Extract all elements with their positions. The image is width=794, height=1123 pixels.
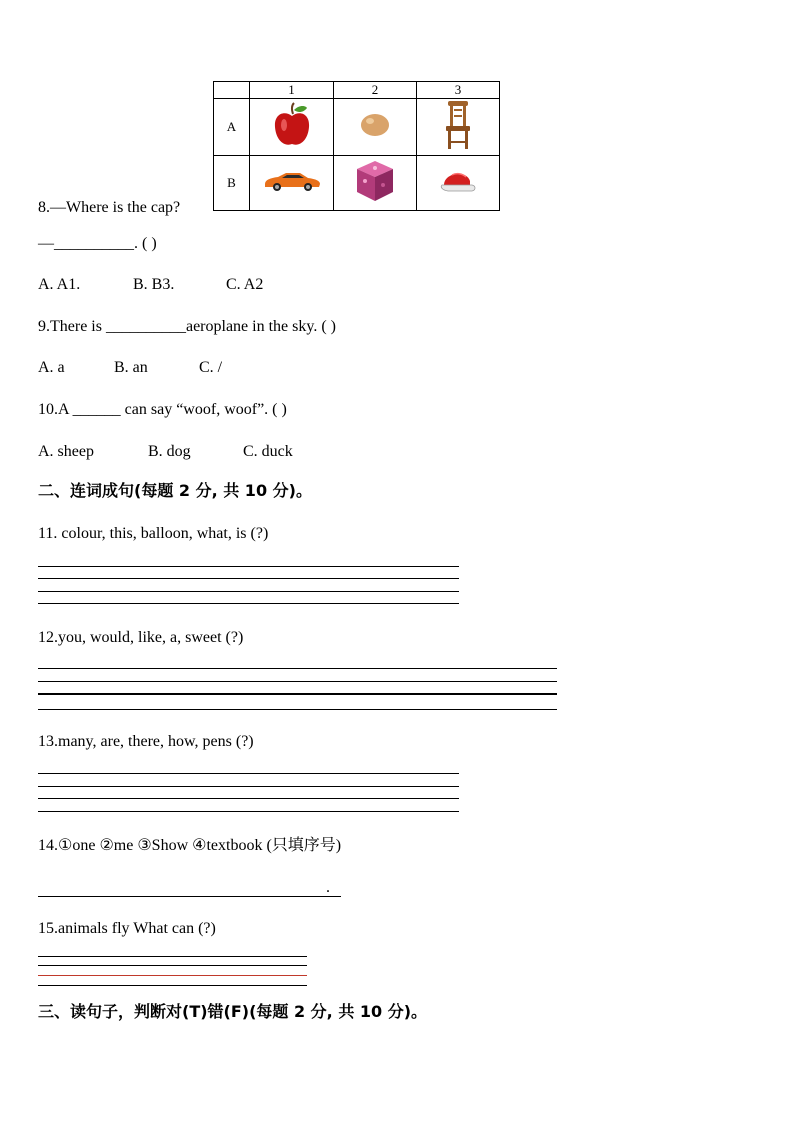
chair-icon bbox=[443, 99, 473, 151]
writing-line bbox=[38, 798, 459, 799]
q8-option-c: C. A2 bbox=[226, 276, 264, 293]
grid-cell-apple bbox=[250, 99, 334, 156]
grid-col-header: 2 bbox=[334, 82, 417, 99]
answer-line bbox=[38, 896, 341, 897]
cap-icon bbox=[438, 167, 478, 195]
apple-icon bbox=[272, 102, 312, 148]
writing-line bbox=[38, 578, 459, 579]
q10-stem: 10.A ______ can say “woof, woof”. ( ) bbox=[38, 401, 287, 418]
grid-row-label: A bbox=[214, 99, 250, 156]
q8-option-a: A. A1. bbox=[38, 276, 81, 293]
q9-stem: 9.There is __________aeroplane in the sky. ( ) bbox=[38, 318, 336, 335]
writing-line bbox=[38, 709, 557, 710]
q8-answer-blank: —__________. ( ) bbox=[38, 235, 157, 252]
q10-option-a: A. sheep bbox=[38, 443, 94, 460]
section-2-title: 二、连词成句(每题 2 分, 共 10 分)。 bbox=[38, 481, 312, 500]
q12-stem: 12.you, would, like, a, sweet (?) bbox=[38, 629, 244, 646]
writing-line bbox=[38, 591, 459, 592]
grid-row-label: B bbox=[214, 156, 250, 211]
writing-line bbox=[38, 811, 459, 812]
writing-line bbox=[38, 681, 557, 682]
writing-line bbox=[38, 773, 459, 774]
grid-cell-cap bbox=[417, 156, 500, 211]
section-3-title: 三、读句子，判断对(T)错(F)(每题 2 分, 共 10 分)。 bbox=[38, 1002, 428, 1021]
writing-line bbox=[38, 956, 307, 957]
box-icon bbox=[355, 159, 395, 203]
grid-cell-car bbox=[250, 156, 334, 211]
writing-line bbox=[38, 693, 557, 695]
q9-option-c: C. / bbox=[199, 359, 223, 376]
q14-end-mark: . bbox=[326, 879, 330, 896]
writing-line bbox=[38, 786, 459, 787]
grid-cell-box bbox=[334, 156, 417, 211]
grid-cell-egg bbox=[334, 99, 417, 156]
q8-stem: 8.—Where is the cap? bbox=[38, 199, 181, 216]
grid-cell-chair bbox=[417, 99, 500, 156]
q14-stem: 14.①one ②me ③Show ④textbook (只填序号) bbox=[38, 837, 342, 854]
egg-icon bbox=[358, 111, 392, 139]
q11-stem: 11. colour, this, balloon, what, is (?) bbox=[38, 525, 269, 542]
grid-corner bbox=[214, 82, 250, 99]
writing-line bbox=[38, 566, 459, 567]
writing-line bbox=[38, 965, 307, 966]
writing-line-red bbox=[38, 975, 307, 976]
q10-option-c: C. duck bbox=[243, 443, 293, 460]
writing-line bbox=[38, 985, 307, 986]
q13-stem: 13.many, are, there, how, pens (?) bbox=[38, 733, 254, 750]
q8-option-b: B. B3. bbox=[133, 276, 175, 293]
q10-option-b: B. dog bbox=[148, 443, 191, 460]
q9-option-b: B. an bbox=[114, 359, 148, 376]
grid-col-header: 3 bbox=[417, 82, 500, 99]
writing-line bbox=[38, 668, 557, 669]
writing-line bbox=[38, 603, 459, 604]
q15-stem: 15.animals fly What can (?) bbox=[38, 920, 216, 937]
picture-grid bbox=[213, 81, 500, 211]
grid-col-header: 1 bbox=[250, 82, 334, 99]
q9-option-a: A. a bbox=[38, 359, 65, 376]
car-icon bbox=[262, 170, 322, 192]
